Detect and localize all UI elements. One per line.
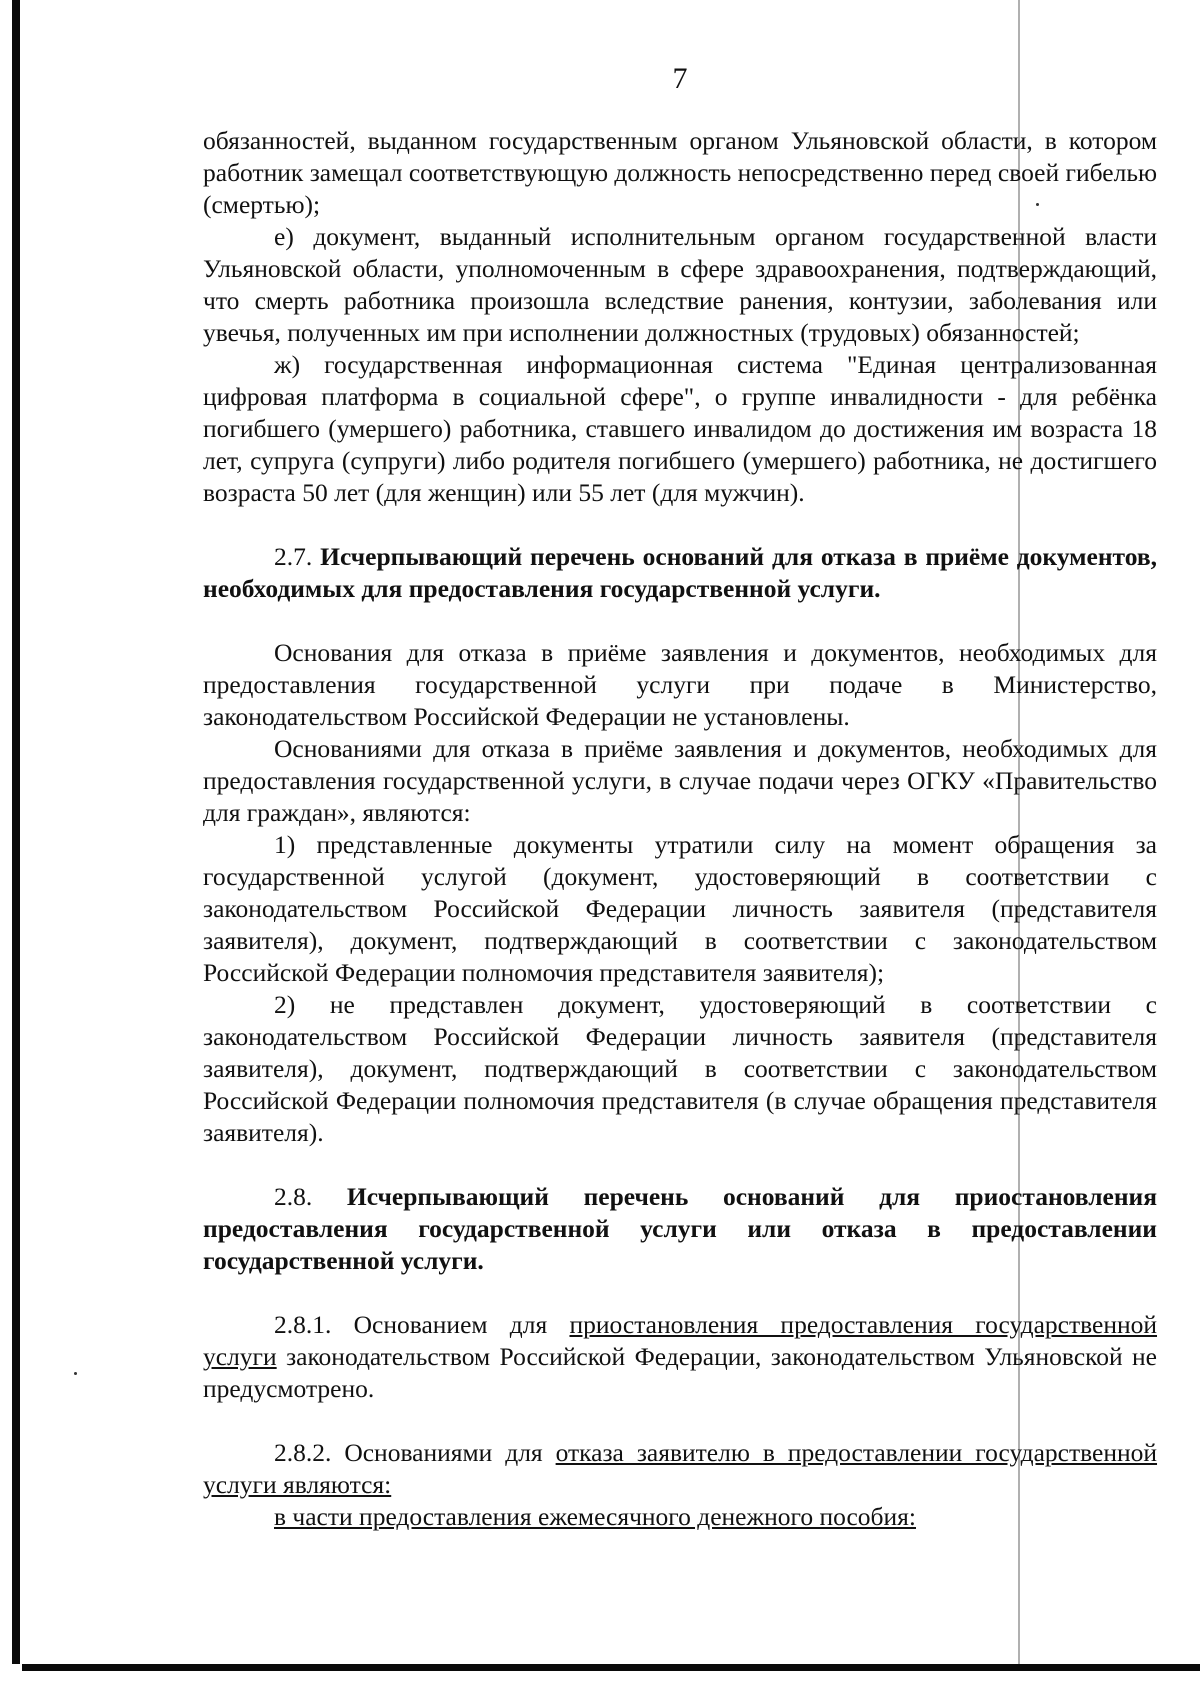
list-item-2: 2) не представлен документ, удостоверяющий в соответствии с законодательством Российской Федерации личность заявителя (представителя заявителя), документ, подтверждающий в соответствии с законодательством Российской Федерации полномочия представителя (в случае обращения представителя заявителя). bbox=[203, 990, 1157, 1147]
paragraph-grounds-ministry: Основания для отказа в приёме заявления и документов, необходимых для предоставления государственной услуги при подаче в Министерство, законодательством Российской Федерации не установлены. bbox=[203, 638, 1157, 731]
section-title: Исчерпывающий перечень оснований для приостановления предоставления государственной услуги или отказа в предоставлении государственной услуги. bbox=[203, 1182, 1157, 1275]
underlined-phrase: отказа заявителю в предоставлении государственной услуги являются: bbox=[203, 1438, 1158, 1499]
section-number: 2.8. bbox=[274, 1182, 313, 1211]
list-item-zh: ж) государственная информационная система "Единая централизованная цифровая платформа в социальной сфере", о группе инвалидности - для ребёнка погибшего (умершего) работника, ставшего инвалидом до достижения им возраста 18 лет, супруга (супруги) либо родителя погибшего (умершего) работника, не достигшего возраста 50 лет (для женщин) или 55 лет (для мужчин). bbox=[203, 350, 1157, 507]
scan-border-bottom bbox=[22, 1664, 1200, 1671]
section-heading-2-7 bbox=[203, 541, 1157, 605]
paragraph-2-8-1 bbox=[203, 1309, 1157, 1405]
page-number: 7 bbox=[672, 62, 688, 95]
list-item-e: е) документ, выданный исполнительным органом государственной власти Ульяновской области, уполномоченным в сфере здравоохранения, подтверждающий, что смерть работника произошла вследствие ранения, контузии, заболевания или увечья, полученных им при исполнении должностных (трудовых) обязанностей; bbox=[203, 222, 1157, 347]
underlined-phrase: в части предоставления ежемесячного денежного пособия: bbox=[274, 1502, 916, 1531]
paragraph-2-8-2 bbox=[203, 1437, 1157, 1501]
clause-lead: 2.8.2. Основаниями для bbox=[274, 1438, 543, 1467]
scan-border-left bbox=[12, 0, 20, 1664]
section-title: Исчерпывающий перечень оснований для отказа в приёме документов, необходимых для предоставления государственной услуги. bbox=[203, 542, 1158, 603]
clause-lead: 2.8.1. Основанием для bbox=[274, 1310, 548, 1339]
document-body bbox=[203, 125, 1157, 1533]
paragraph-continuation: обязанностей, выданном государственным органом Ульяновской области, в котором работник замещал соответствующую должность непосредственно перед своей гибелью (смертью); bbox=[203, 126, 1157, 219]
clause-rest: законодательством Российской Федерации, законодательством Ульяновской не предусмотрено. bbox=[203, 1342, 1157, 1403]
section-number: 2.7. bbox=[274, 542, 313, 571]
scan-speck bbox=[74, 1372, 77, 1375]
section-heading-2-8 bbox=[203, 1181, 1157, 1277]
paragraph-subheading bbox=[203, 1501, 1157, 1533]
underlined-phrase: приостановления предоставления государственной услуги bbox=[203, 1310, 1158, 1371]
list-item-1: 1) представленные документы утратили силу на момент обращения за государственной услугой (документ, удостоверяющий в соответствии с законодательством Российской Федерации личность заявителя (представителя заявителя), документ, подтверждающий в соответствии с законодательством Российской Федерации полномочия представителя заявителя); bbox=[203, 830, 1157, 987]
paragraph-grounds-ogku: Основаниями для отказа в приёме заявления и документов, необходимых для предоставления государственной услуги, в случае подачи через ОГКУ «Правительство для граждан», являются: bbox=[203, 734, 1157, 827]
